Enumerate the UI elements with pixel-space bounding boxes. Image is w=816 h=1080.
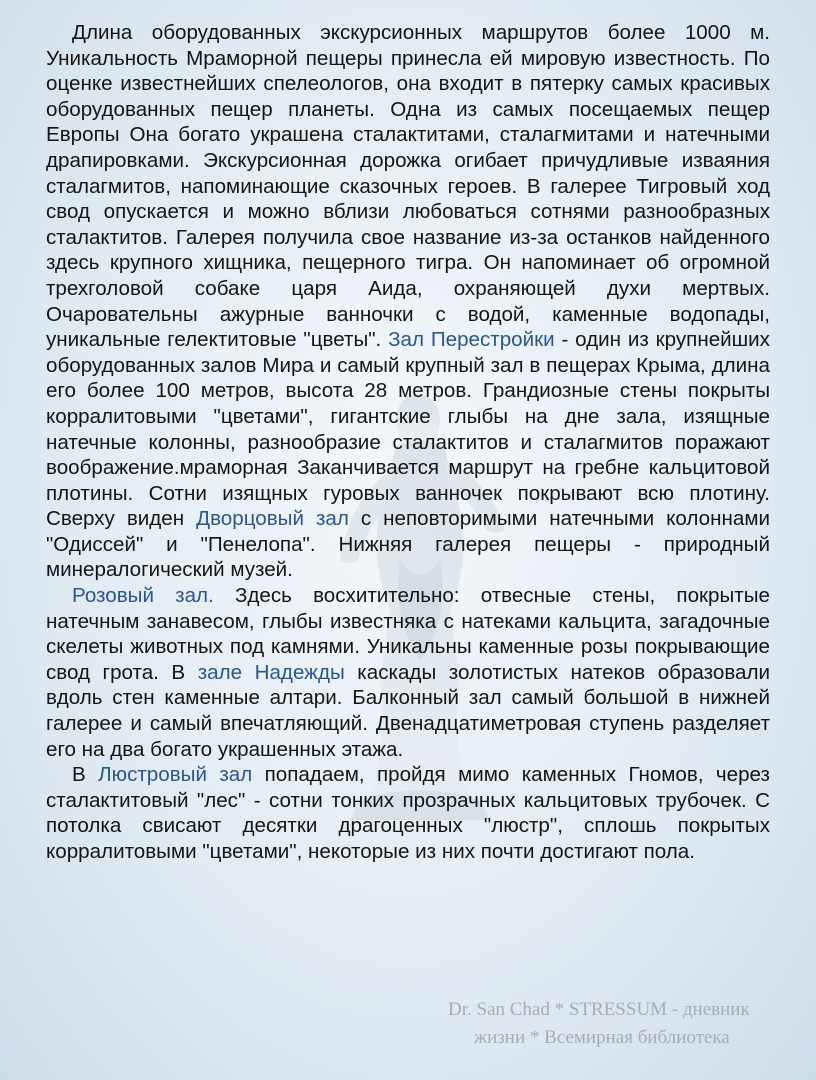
paragraph-text: - один из крупнейших оборудованных залов Мира и самый крупный зал в пещерах Крыма, длина его более 100 метров, высота 28 метров. Грандиозные стены покрыты корралитовыми "цветами", гигантские глыбы на дне зала, изящные натечные колонны, разнообразие сталактитов и сталагмитов поражают воображение.мраморная Заканчивается маршрут на гребне кальцитовой плотины. Сотни изящных гуровых ванночек покрывают всю плотину. Сверху виден <box>46 328 770 531</box>
paragraph-text: попадаем, пройдя мимо каменных Гномов, через сталактитовый "лес" - сотни тонких прозрачных кальцитовых трубочек. С потолка свисают десятки драгоценных "люстр", сплошь покрытых корралитовыми "цветами", некоторые из них почти достигают пола. <box>46 763 770 863</box>
highlighted-place-name: Розовый зал. <box>72 584 214 608</box>
paragraph-text: каскады золотистых натеков образовали вдоль стен каменные алтари. Балконный зал самый большой в нижней галерее и самый впечатляющий. Двенадцатиметровая ступень разделяет его на два богато украшенных этажа. <box>46 660 770 761</box>
paragraph-3 <box>46 762 770 864</box>
paragraph-text: Здесь восхитительно: отвесные стены, покрытые натечным занавесом, глыбы известняка с натеками кальцита, загадочные скелеты животных под камнями. Уникальны каменные розы покрывающие свод грота. В <box>46 584 770 684</box>
paragraph-text: В <box>72 763 99 787</box>
watermark-line-1: Dr. San Chad * STRESSUM - дневник <box>448 999 750 1020</box>
paragraph-1 <box>46 20 770 583</box>
paragraph-text: Длина оборудованных экскурсионных маршрутов более 1000 м. Уникальность Мраморной пещеры принесла ей мировую известность. По оценке известнейших спелеологов, она входит в пятерку самых красивых оборудованных пещер планеты. Одна из самых посещаемых пещер Европы Она богато украшена сталактитами, сталагмитами и натечными драпировками. Экскурсионная дорожка огибает причудливые изваяния сталагмитов, напоминающие сказочных героев. В галерее Тигровый ход свод опускается и можно вблизи любоваться сотнями разнообразных сталактитов. Галерея получила свое название из-за останков найденного здесь крупного хищника, пещерного тигра. Он напоминает об огромной трехголовой собаке царя Аида, охраняющей духи мертвых. Очаровательны ажурные ванночки с водой, каменные водопады, уникальные гелектитовые "цветы". <box>46 21 770 352</box>
highlighted-place-name: Дворцовый зал <box>196 507 349 531</box>
watermark-line-2: жизни * Всемирная библиотека <box>474 1027 730 1048</box>
highlighted-place-name: Люстровый зал <box>98 763 253 787</box>
article-body <box>46 20 770 865</box>
watermark-caption <box>448 996 778 1052</box>
highlighted-place-name: зале Надежды <box>197 660 345 684</box>
highlighted-place-name: Зал Перестройки <box>388 328 555 352</box>
paragraph-2 <box>46 583 770 762</box>
paragraph-text: с неповторимыми натечными колоннами "Одиссей" и "Пенелопа". Нижняя галерея пещеры - природный минералогический музей. <box>46 507 770 582</box>
